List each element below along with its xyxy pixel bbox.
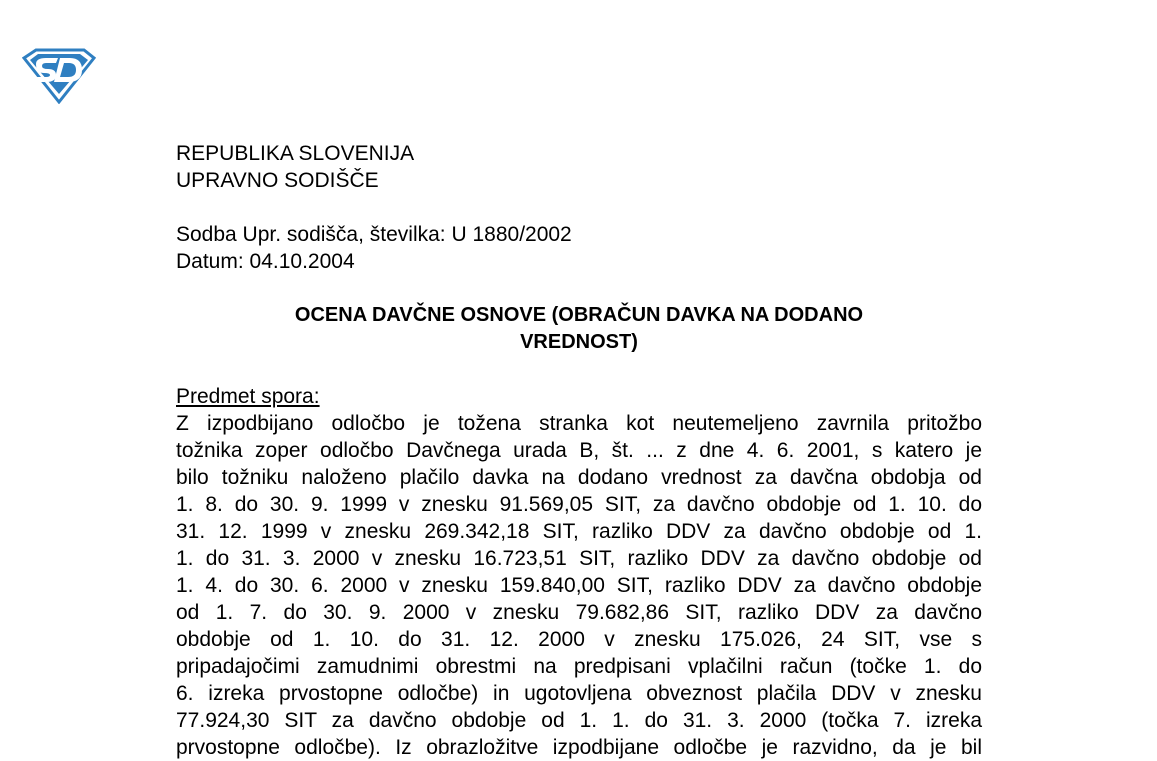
country-heading: REPUBLIKA SLOVENIJA — [176, 142, 415, 165]
document-title-line-1: OCENA DAVČNE OSNOVE (OBRAČUN DAVKA NA DODANO — [294, 304, 864, 326]
body-text-line: 1. 4. do 30. 6. 2000 v znesku 159.840,00 SIT, razliko DDV za davčno obdobje — [176, 574, 982, 597]
body-text-line: 1. do 31. 3. 2000 v znesku 16.723,51 SIT, razliko DDV za davčno obdobje od — [176, 547, 982, 570]
body-text-line: Z izpodbijano odločbo je tožena stranka kot neutemeljeno zavrnila pritožbo — [176, 412, 982, 435]
section-label: Predmet spora: — [176, 385, 320, 408]
body-text-line: prvostopne odločbe). Iz obrazložitve izpodbijane odločbe je razvidno, da je bil — [176, 736, 982, 759]
case-number-line: Sodba Upr. sodišča, številka: U 1880/2002 — [176, 223, 572, 246]
sd-shield-logo-icon — [22, 48, 96, 104]
body-text-line: od 1. 7. do 30. 9. 2000 v znesku 79.682,86 SIT, razliko DDV za davčno — [176, 601, 982, 624]
body-text-line: bilo tožniku naloženo plačilo davka na dodano vrednost za davčna obdobja od — [176, 466, 982, 489]
court-heading: UPRAVNO SODIŠČE — [176, 169, 379, 192]
body-paragraph — [176, 410, 982, 761]
body-text-line: obdobje od 1. 10. do 31. 12. 2000 v znesku 175.026, 24 SIT, vse s — [176, 628, 982, 651]
body-text-line: pripadajočimi zamudnimi obrestmi na predpisani vplačilni račun (točke 1. do — [176, 655, 982, 678]
document-title-line-2: VREDNOST) — [520, 331, 638, 353]
body-text-line: 6. izreka prvostopne odločbe) in ugotovljena obveznost plačila DDV v znesku — [176, 682, 982, 705]
body-text-line: 77.924,30 SIT za davčno obdobje od 1. 1. do 31. 3. 2000 (točka 7. izreka — [176, 709, 982, 732]
body-text-line: 1. 8. do 30. 9. 1999 v znesku 91.569,05 SIT, za davčno obdobje od 1. 10. do — [176, 493, 982, 516]
body-text-line: tožnika zoper odločbo Davčnega urada B, št. ... z dne 4. 6. 2001, s katero je — [176, 439, 982, 462]
date-line: Datum: 04.10.2004 — [176, 250, 355, 273]
body-text-line: 31. 12. 1999 v znesku 269.342,18 SIT, razliko DDV za davčno obdobje od 1. — [176, 520, 982, 543]
document-body — [176, 140, 982, 761]
